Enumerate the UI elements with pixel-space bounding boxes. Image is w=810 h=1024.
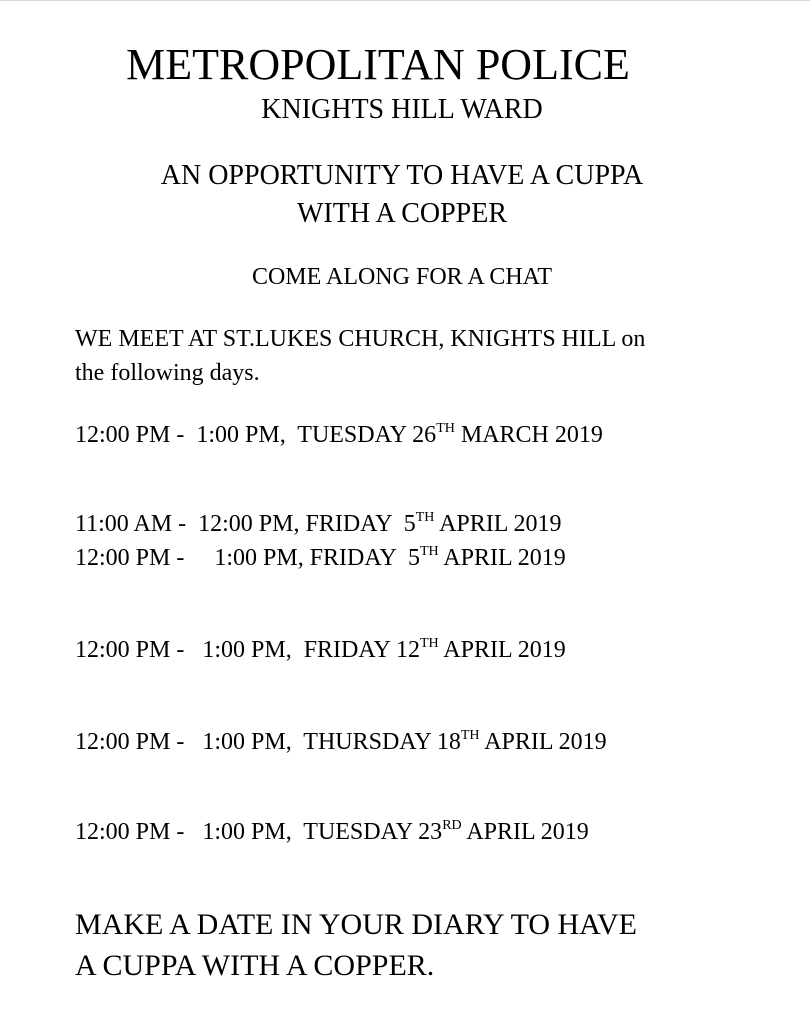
schedule-item: [75, 727, 607, 757]
schedule-day: FRIDAY 5: [305, 511, 416, 537]
ordinal-suffix: TH: [436, 421, 455, 436]
intro-line-2: the following days.: [75, 360, 260, 386]
invite-text: COME ALONG FOR A CHAT: [251, 264, 553, 290]
ordinal-suffix: TH: [419, 636, 439, 651]
schedule-time: 12:00 PM - 1:00 PM,: [75, 819, 304, 845]
intro-line-1: WE MEET AT ST.LUKES CHURCH, KNIGHTS HILL on: [75, 326, 646, 352]
schedule-time: 12:00 PM - 1:00 PM,: [75, 545, 310, 571]
schedule-month-year: APRIL 2019: [438, 545, 566, 571]
ordinal-suffix: TH: [460, 728, 480, 743]
schedule-item: [75, 509, 562, 539]
ward-name: KNIGHTS HILL WARD: [261, 94, 543, 125]
schedule-time: 12:00 PM - 1:00 PM,: [75, 729, 304, 755]
schedule-month-year: APRIL 2019: [479, 729, 607, 755]
ordinal-suffix: TH: [419, 544, 439, 559]
closing-line-1: MAKE A DATE IN YOUR DIARY TO HAVE: [75, 908, 637, 941]
schedule-time: 12:00 PM - 1:00 PM,: [75, 422, 298, 448]
schedule-day: THURSDAY 18: [303, 729, 461, 755]
schedule-time: 12:00 PM - 1:00 PM,: [75, 637, 304, 663]
schedule-month-year: APRIL 2019: [434, 511, 562, 537]
schedule-day: TUESDAY 26: [297, 422, 437, 448]
page-title: METROPOLITAN POLICE: [126, 40, 630, 89]
top-border: [0, 0, 810, 1]
schedule-item: [75, 420, 603, 450]
opportunity-line-1: AN OPPORTUNITY TO HAVE A CUPPA: [160, 160, 644, 191]
schedule-month-year: APRIL 2019: [438, 637, 566, 663]
schedule-item: [75, 817, 589, 847]
ordinal-suffix: RD: [442, 818, 462, 833]
schedule-day: FRIDAY 12: [303, 637, 420, 663]
ordinal-suffix: TH: [415, 510, 435, 525]
schedule-day: TUESDAY 23: [303, 819, 443, 845]
schedule-month-year: MARCH 2019: [454, 422, 603, 448]
schedule-month-year: APRIL 2019: [461, 819, 589, 845]
schedule-day: FRIDAY 5: [309, 545, 420, 571]
closing-line-2: A CUPPA WITH A COPPER.: [75, 949, 435, 982]
schedule-item: [75, 635, 566, 665]
schedule-time: 11:00 AM - 12:00 PM,: [75, 511, 306, 537]
opportunity-line-2: WITH A COPPER: [296, 198, 508, 229]
schedule-item: [75, 543, 566, 573]
